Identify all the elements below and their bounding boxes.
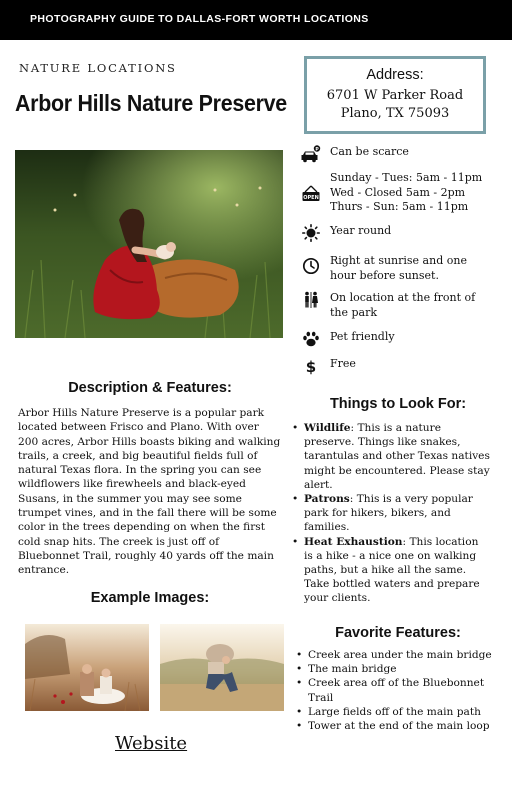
- hours-line-3: Thurs - Sun: 5am - 11pm: [330, 200, 469, 213]
- info-restrooms: [300, 291, 496, 320]
- favorite-item: • The main bridge: [294, 662, 494, 676]
- info-season: [300, 224, 496, 242]
- things-list: [290, 421, 490, 606]
- section-label: NATURE LOCATIONS: [19, 61, 177, 75]
- website-link[interactable]: Website: [115, 733, 188, 754]
- example-image-1: [25, 624, 149, 711]
- open-sign-icon: [300, 185, 322, 203]
- example-image-2: [160, 624, 284, 711]
- page-title: Arbor Hills Nature Preserve: [15, 90, 287, 116]
- favorite-item: • Creek area under the main bridge: [294, 648, 494, 662]
- address-line-2: Plano, TX 75093: [340, 106, 450, 121]
- things-item-patrons: • Patrons: This is a very popular park for hikers, bikers, and families.: [290, 492, 490, 535]
- info-parking: [300, 145, 496, 163]
- season-text: Year round: [330, 224, 392, 237]
- favorites-list: [294, 648, 494, 733]
- info-hours: [300, 171, 496, 215]
- things-heading: Things to Look For:: [329, 396, 467, 412]
- address-box: [304, 56, 486, 134]
- sun-icon: [300, 224, 322, 242]
- parking-text: Can be scarce: [330, 145, 409, 158]
- things-item-heat: • Heat Exhaustion: This location is a hike - a nice one on walking paths, but a hike all the same. Take bottled waters and prepare your clients.: [290, 535, 490, 606]
- svg-text:P: P: [315, 147, 319, 153]
- paw-icon: [300, 330, 322, 348]
- examples-heading: Example Images:: [90, 590, 210, 606]
- info-pets: [300, 330, 496, 348]
- description-body: Arbor Hills Nature Preserve is a popular park located between Frisco and Plano. With over 200 acres, Arbor Hills boasts biking and walking trails, a creek, and big beautiful fields full of natural Texas flora. In the spring you can see wildflowers like firewheels and black-eyed Susans, in the summer you may see some trumpet vines, and in the fall there will be some color in the trees depending on when the first cold snap hits. The creek is just off of Bluebonnet Trail, roughly 40 yards off the main entrance.: [18, 407, 281, 577]
- address-line-1: 6701 W Parker Road: [326, 88, 464, 103]
- hours-text: [330, 171, 482, 215]
- hero-photo-art: [15, 150, 283, 338]
- favorites-heading: Favorite Features:: [335, 625, 461, 641]
- svg-text:$: $: [305, 358, 317, 375]
- svg-text:OPEN: OPEN: [303, 195, 319, 201]
- example-image-1-art: [25, 624, 149, 711]
- hours-line-2: Wed - Closed 5am - 2pm: [330, 185, 466, 199]
- info-cost: [300, 357, 496, 375]
- restrooms-text: On location at the front of the park: [330, 291, 476, 319]
- hours-line-1: Sunday - Tues: 5am - 11pm: [330, 171, 483, 184]
- address-title: Address:: [366, 67, 424, 83]
- restroom-icon: [300, 291, 322, 309]
- favorite-item: • Large fields off of the main path: [294, 705, 494, 719]
- hero-photo: [15, 150, 283, 338]
- description-heading: Description & Features:: [68, 380, 232, 396]
- things-item-wildlife: • Wildlife: This is a nature preserve. Things like snakes, tarantulas and other Texas natives might be encountered. Please stay alert.: [290, 421, 490, 492]
- clock-icon: [300, 257, 322, 275]
- info-best-time: [300, 254, 496, 283]
- guide-title: PHOTOGRAPHY GUIDE TO DALLAS-FORT WORTH LOCATIONS: [30, 13, 369, 25]
- dollar-icon: [300, 357, 322, 375]
- best-time-text: Right at sunrise and one hour before sunset.: [330, 254, 467, 282]
- cost-text: Free: [330, 357, 356, 370]
- top-banner: [0, 0, 512, 40]
- pets-text: Pet friendly: [330, 330, 395, 343]
- parking-car-icon: [300, 145, 322, 163]
- favorite-item: • Tower at the end of the main loop: [294, 719, 494, 733]
- example-image-2-art: [160, 624, 284, 711]
- favorite-item: • Creek area off of the Bluebonnet Trail: [294, 676, 494, 704]
